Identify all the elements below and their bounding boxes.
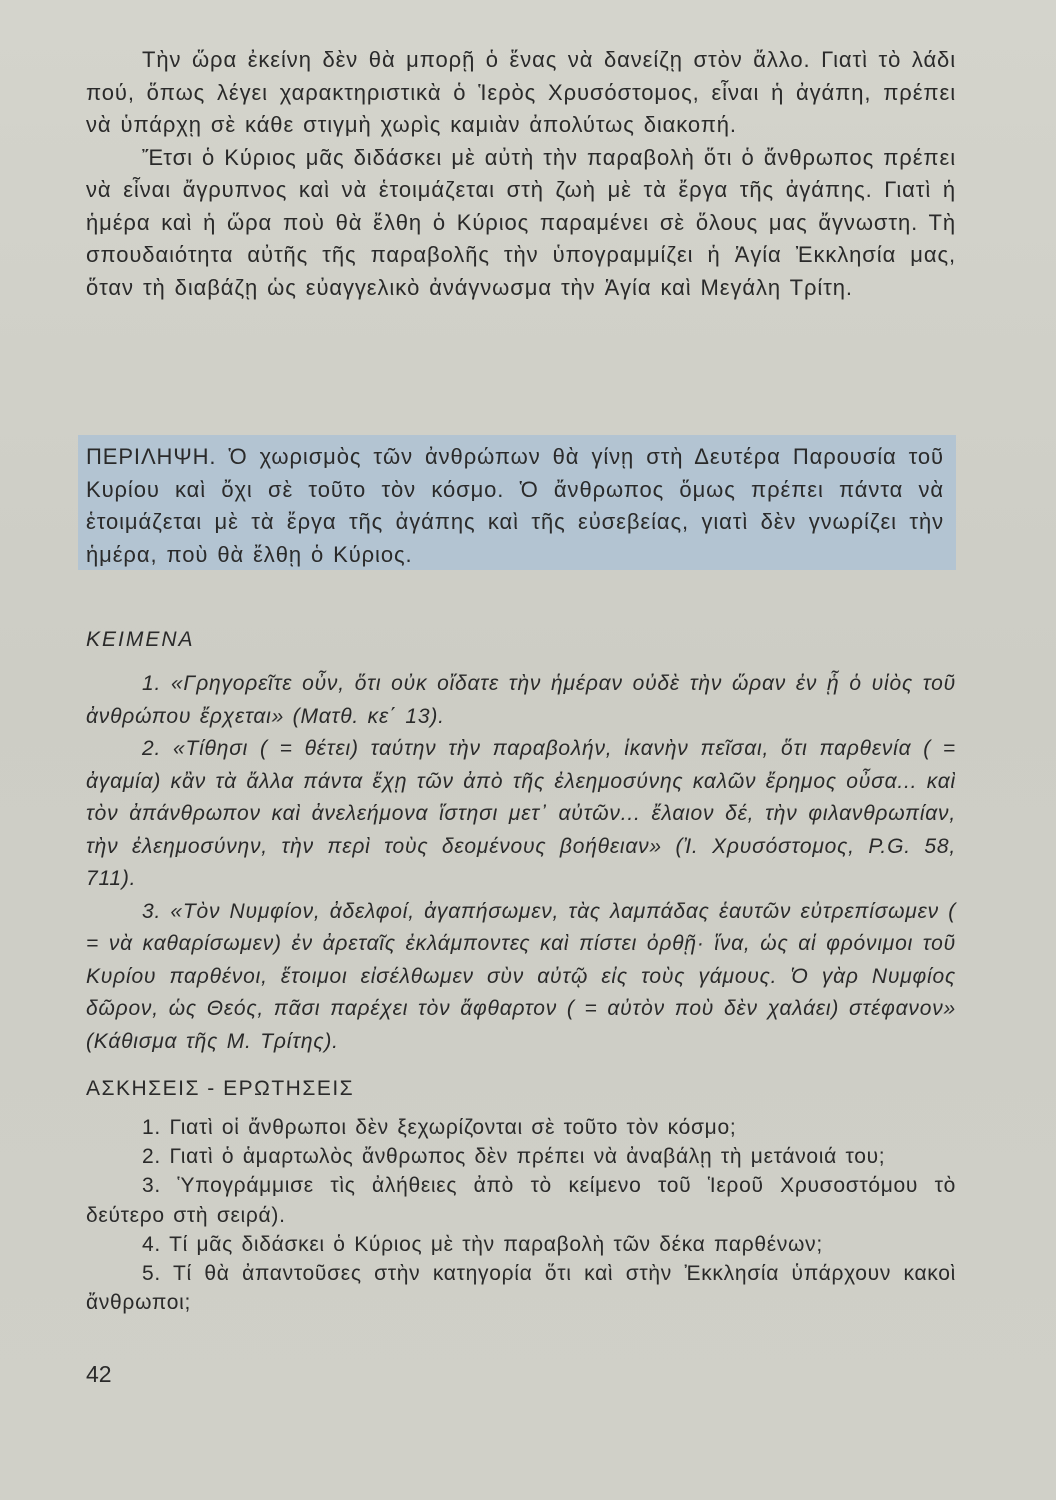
intro-paragraph-1: Τὴν ὥρα ἐκείνη δὲν θὰ μπορῇ ὁ ἕνας νὰ δανείζῃ στὸν ἄλλο. Γιατὶ τὸ λάδι πού, ὅπως λέγει χαρακτηριστικὰ ὁ Ἱερὸς Χρυσόστομος, εἶναι ἡ ἀγάπη, πρέπει νὰ ὑπάρχῃ σὲ κάθε στιγμὴ χωρὶς καμιὰν ἀπολύτως διακοπή. xyxy=(86,47,956,137)
exercise-item-1: 1. Γιατὶ οἱ ἄνθρωποι δὲν ξεχωρίζονται σὲ τοῦτο τὸν κόσμο; xyxy=(142,1116,737,1139)
intro-paragraph-2: Ἔτσι ὁ Κύριος μᾶς διδάσκει μὲ αὐτὴ τὴν παραβολὴ ὅτι ὁ ἄνθρωπος πρέπει νὰ εἶναι ἄγρυπνος καὶ νὰ ἑτοιμάζεται στὴ ζωὴ μὲ τὰ ἔργα τῆς ἀγάπης. Γιατὶ ἡ ἡμέρα καὶ ἡ ὥρα ποὺ θὰ ἔλθη ὁ Κύριος παραμένει σὲ ὅλους μας ἄγνωστη. Τὴ σπουδαιότητα αὐτῆς τῆς παραβολῆς τὴν ὑπογραμμίζει ἡ Ἁγία Ἐκκλησία μας, ὅταν τὴ διαβάζῃ ὡς εὐαγγελικὸ ἀνάγνωσμα τὴν Ἁγία καὶ Μεγάλη Τρίτη. xyxy=(86,144,956,300)
exercise-item-3: 3. Ὑπογράμμισε τὶς ἀλήθειες ἀπὸ τὸ κείμενο τοῦ Ἱεροῦ Χρυσοστόμου τὸ δεύτερο στὴ σειρά). xyxy=(86,1174,956,1227)
exercise-item-2: 2. Γιατὶ ὁ ἁμαρτωλὸς ἄνθρωπος δὲν πρέπει νὰ ἀναβάλῃ τὴ μετάνοιά του; xyxy=(142,1145,886,1169)
summary-box xyxy=(78,435,956,570)
intro-section xyxy=(86,44,956,304)
summary-text: ΠΕΡΙΛΗΨΗ. Ὁ χωρισμὸς τῶν ἀνθρώπων θὰ γίνῃ στὴ Δευτέρα Παρουσία τοῦ Κυρίου καὶ ὄχι σὲ τοῦτο τὸν κόσμο. Ὁ ἄνθρωπος ὅμως πρέπει πάντα νὰ ἑτοιμάζεται μὲ τὰ ἔργα τῆς ἀγάπης καὶ τῆς εὐσεβείας, γιατὶ δὲν γνωρίζει τὴν ἡμέρα, ποὺ θὰ ἔλθῃ ὁ Κύριος. xyxy=(86,444,944,567)
texts-section xyxy=(86,668,956,1058)
texts-heading: ΚΕΙΜΕΝΑ xyxy=(86,628,195,651)
exercises-section xyxy=(86,1113,956,1317)
text-item-3: 3. «Τὸν Νυμφίον, ἀδελφοί, ἀγαπήσωμεν, τὰς λαμπάδας ἑαυτῶν εὐτρεπίσωμεν ( = νὰ καθαρίσωμεν) ἐν ἀρεταῖς ἐκλάμποντες καὶ πίστει ὀρθῇ· ἵνα, ὡς αἱ φρόνιμοι τοῦ Κυρίου παρθένοι, ἕτοιμοι εἰσέλθωμεν σὺν αὐτῷ εἰς τοὺς γάμους. Ὁ γὰρ Νυμφίος δῶρον, ὡς Θεός, πᾶσι παρέχει τὸν ἄφθαρτον ( = αὐτὸν ποὺ δὲν χαλάει) στέφανον» (Κάθισμα τῆς Μ. Τρίτης). xyxy=(86,899,956,1053)
exercise-item-5: 5. Τί θὰ ἀπαντοῦσες στὴν κατηγορία ὅτι καὶ στὴν Ἐκκλησία ὑπάρχουν κακοὶ ἄνθρωποι; xyxy=(86,1262,956,1315)
text-item-2: 2. «Τίθησι ( = θέτει) ταύτην τὴν παραβολήν, ἱκανὴν πεῖσαι, ὅτι παρθενία ( = ἀγαμία) κἂν τὰ ἄλλα πάντα ἔχῃ τῶν ἀπὸ τῆς ἐλεημοσύνης καλῶν ἔρημος οὖσα... καὶ τὸν ἀπάνθρωπον καὶ ἀνελεήμονα ἵστησι μετ᾽ αὐτῶν... ἔλαιον δέ, τὴν φιλανθρωπίαν, τὴν ἐλεημοσύνην, τὴν περὶ τοὺς δεομένους βοήθειαν» (Ἰ. Χρυσόστομος, P.G. 58, 711). xyxy=(86,737,956,890)
exercises-heading: ΑΣΚΗΣΕΙΣ - ΕΡΩΤΗΣΕΙΣ xyxy=(86,1077,355,1100)
page-number: 42 xyxy=(86,1361,112,1387)
text-item-1: 1. «Γρηγορεῖτε οὖν, ὅτι οὐκ οἴδατε τὴν ἡμέραν οὐδὲ τὴν ὥραν ἐν ᾗ ὁ υἱὸς τοῦ ἀνθρώπου ἔρχεται» (Ματθ. κε΄ 13). xyxy=(86,672,956,728)
exercise-item-4: 4. Τί μᾶς διδάσκει ὁ Κύριος μὲ τὴν παραβολὴ τῶν δέκα παρθένων; xyxy=(142,1232,823,1256)
